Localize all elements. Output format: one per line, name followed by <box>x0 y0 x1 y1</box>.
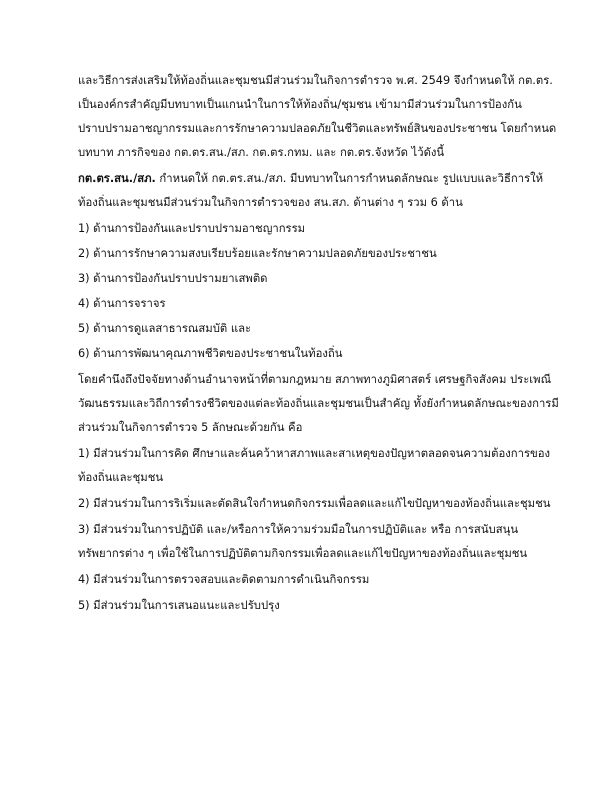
paragraph-line <box>78 171 543 187</box>
paragraph-text: กำหนดให้ กต.ตร.สน./สภ. มีบทบาทในการกำหนดลักษณะ รูปแบบและวิธีการให้ <box>155 172 544 185</box>
paragraph-line: บทบาท ภารกิจของ กต.ตร.สน./สภ. กต.ตร.กทม. และ กต.ตร.จังหวัด ไว้ดังนี้ <box>78 146 445 159</box>
list-item: 5) ด้านการดูแลสาธารณสมบัติ และ <box>78 322 252 335</box>
list-item: 5) มีส่วนร่วมในการเสนอแนะและปรับปรุง <box>78 599 280 612</box>
paragraph-line: เป็นองค์กรสำคัญมีบทบาทเป็นแกนนำในการให้ท้องถิ่น/ชุมชน เข้ามามีส่วนร่วมในการป้องกัน <box>78 98 522 111</box>
list-item: 2) มีส่วนร่วมในการริเริ่มและตัดสินใจกำหนดกิจกรรมเพื่อลดและแก้ไขปัญหาของท้องถิ่นและชุมชน <box>78 497 551 510</box>
heading-term: กต.ตร.สน./สภ. <box>78 172 156 185</box>
list-item: 2) ด้านการรักษาความสงบเรียบร้อยและรักษาความปลอดภัยของประชาชน <box>78 247 437 260</box>
paragraph-line: วัฒนธรรมและวิถีการดำรงชีวิตของแต่ละท้องถิ่นและชุมชนเป็นสำคัญ ทั้งยังกำหนดลักษณะของการมี <box>78 397 559 410</box>
list-item: 3) มีส่วนร่วมในการปฏิบัติ และ/หรือการให้ความร่วมมือในการปฏิบัติและ หรือ การสนับสนุน <box>78 523 519 536</box>
paragraph-line: ปราบปรามอาชญากรรมและการรักษาความปลอดภัยในชีวิตและทรัพย์สินของประชาชน โดยกำหนด <box>78 122 557 135</box>
list-item: ท้องถิ่นและชุมชน <box>78 471 164 484</box>
list-item: ทรัพยากรต่าง ๆ เพื่อใช้ในการปฏิบัติตามกิจกรรมเพื่อลดและแก้ไขปัญหาของท้องถิ่นและชุมชน <box>78 547 528 560</box>
list-item: 3) ด้านการป้องกันปราบปรามยาเสพติด <box>78 272 268 285</box>
paragraph-line: โดยคำนึงถึงปัจจัยทางด้านอำนาจหน้าที่ตามกฎหมาย สภาพทางภูมิศาสตร์ เศรษฐกิจสังคม ประเพณี <box>78 373 552 386</box>
paragraph-line: ส่วนร่วมในกิจการตำรวจ 5 ลักษณะด้วยกัน คือ <box>78 421 303 434</box>
list-item: 1) ด้านการป้องกันและปราบปรามอาชญากรรม <box>78 222 306 235</box>
list-item: 6) ด้านการพัฒนาคุณภาพชีวิตของประชาชนในท้องถิ่น <box>78 347 343 360</box>
list-item: 1) มีส่วนร่วมในการคิด ศึกษาและค้นคว้าหาสภาพและสาเหตุของปัญหาตลอดจนความต้องการของ <box>78 447 551 460</box>
paragraph-line: ท้องถิ่นและชุมชนมีส่วนร่วมในกิจการตำรวจของ สน.สภ. ด้านต่าง ๆ รวม 6 ด้าน <box>78 196 463 209</box>
paragraph-line: และวิธีการส่งเสริมให้ท้องถิ่นและชุมชนมีส่วนร่วมในกิจการตำรวจ พ.ศ. 2549 จึงกำหนดให้ กต.ตร. <box>78 74 553 87</box>
list-item: 4) ด้านการจราจร <box>78 297 166 310</box>
list-item: 4) มีส่วนร่วมในการตรวจสอบและติดตามการดำเนินกิจกรรม <box>78 573 370 586</box>
